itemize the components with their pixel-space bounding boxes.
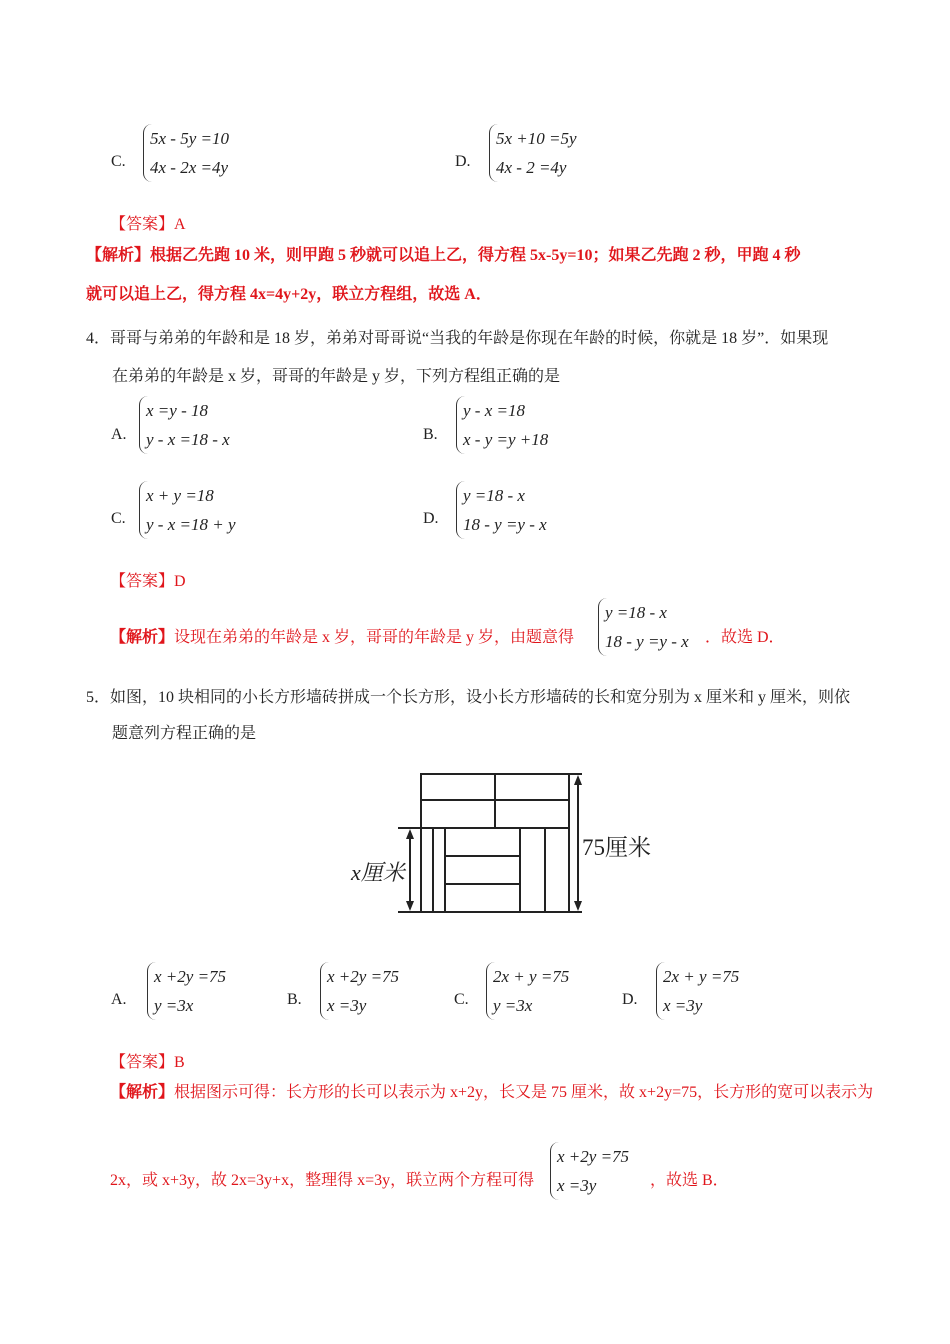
label-x-cm: x厘米: [351, 860, 405, 885]
arrow-up-icon: [574, 775, 582, 785]
q5-analysis-line2: 2x，或 x+3y，故 2x=3y+x，整理得 x=3y，联立两个方程可得: [110, 1172, 535, 1189]
q5-option-a-label: A.: [111, 991, 127, 1008]
q3-option-d-eq1: 5x +10 =5y: [496, 129, 577, 148]
q5-option-c-eq2: y =3x: [493, 996, 533, 1015]
arrow-down-icon: [574, 901, 582, 911]
q5-option-b-eq2: x =3y: [327, 996, 367, 1015]
q3-option-c-system: [143, 124, 229, 182]
q4-option-c-eq2: y - x =18 + y: [146, 515, 236, 534]
q4-analysis-end: ．故选 D．: [705, 629, 785, 646]
q3-option-d-label: D.: [455, 153, 471, 170]
q5-option-b-eq1: x +2y =75: [327, 967, 400, 986]
brick-wall-figure: [350, 765, 670, 940]
arrow-up-icon: [406, 829, 414, 839]
q4-question-line2: 在弟弟的年龄是 x 岁，哥哥的年龄是 y 岁，下列方程组正确的是: [112, 368, 561, 385]
q5-option-a-eq2: y =3x: [154, 996, 194, 1015]
q4-option-a-system: [139, 396, 230, 454]
q4-analysis-system: [598, 598, 689, 656]
q5-option-a-system: [147, 962, 226, 1020]
q5-option-a-eq1: x +2y =75: [154, 967, 227, 986]
q5-analysis-text1: 根据图示可得：长方形的长可以表示为 x+2y，长又是 75 厘米，故 x+2y=75，长方形的宽可以表示为: [174, 1084, 874, 1101]
q4-analysis-text: 设现在弟弟的年龄是 x 岁，哥哥的年龄是 y 岁，由题意得: [174, 629, 575, 646]
q4-option-a-label: A.: [111, 426, 127, 443]
q4-option-c-label: C.: [111, 510, 126, 527]
q4-option-b-eq1: y - x =18: [463, 401, 525, 420]
q5-option-d-label: D.: [622, 991, 638, 1008]
q4-option-c-eq1: x + y =18: [146, 486, 214, 505]
q3-option-c-eq2: 4x - 2x =4y: [150, 158, 229, 177]
lower-region: [421, 828, 569, 912]
q5-analysis-eq1: x +2y =75: [557, 1147, 630, 1166]
q5-option-c-system: [486, 962, 569, 1020]
q4-option-c-system: [139, 481, 236, 539]
q3-option-c-label: C.: [111, 153, 126, 170]
q4-option-a-eq1: x =y - 18: [146, 401, 208, 420]
q5-option-c-eq1: 2x + y =75: [493, 967, 570, 986]
q5-analysis-end: ，故选 B．: [650, 1172, 729, 1189]
q4-option-d-label: D.: [423, 510, 439, 527]
q4-option-b-eq2: x - y =y +18: [463, 430, 549, 449]
q5-analysis-system: [550, 1142, 629, 1200]
q4-option-d-eq2: 18 - y =y - x: [463, 515, 547, 534]
q5-option-b-label: B.: [287, 991, 302, 1008]
q5-analysis-line1: [110, 1083, 873, 1103]
q4-analysis-eq2: 18 - y =y - x: [605, 632, 689, 651]
q4-answer: 【答案】D: [110, 573, 186, 590]
q3-option-d-system: [489, 124, 577, 182]
q5-question-line1: 5．如图，10 块相同的小长方形墙砖拼成一个长方形，设小长方形墙砖的长和宽分别为 x 厘米和 y 厘米，则依: [86, 689, 851, 706]
q5-option-d-eq2: x =3y: [663, 996, 703, 1015]
q3-option-c-eq1: 5x - 5y =10: [150, 129, 229, 148]
q3-analysis-line2: 就可以追上乙，得方程 4x=4y+2y，联立方程组，故选 A．: [86, 286, 492, 303]
q3-analysis-tag: 【解析】: [86, 247, 151, 264]
q5-analysis-tag: 【解析】: [110, 1084, 175, 1101]
q4-option-a-eq2: y - x =18 - x: [146, 430, 230, 449]
q5-question-line2: 题意列方程正确的是: [112, 725, 257, 742]
q4-question-line1: 4．哥哥与弟弟的年龄和是 18 岁，弟弟对哥哥说“当我的年龄是你现在年龄的时候，你就是 18 岁”．如果现: [86, 330, 829, 347]
q4-option-b-label: B.: [423, 426, 438, 443]
q4-analysis-tag: 【解析】: [110, 629, 175, 646]
q4-analysis: [110, 628, 574, 648]
q3-analysis-line1: [86, 246, 800, 266]
q3-option-d-eq2: 4x - 2 =4y: [496, 158, 567, 177]
q5-answer: 【答案】B: [110, 1054, 185, 1071]
arrow-down-icon: [406, 901, 414, 911]
label-75cm: 75厘米: [582, 835, 651, 860]
q5-option-c-label: C.: [454, 991, 469, 1008]
q4-option-d-system: [456, 481, 547, 539]
q5-option-b-system: [320, 962, 399, 1020]
q3-answer: 【答案】A: [110, 216, 186, 233]
q4-analysis-eq1: y =18 - x: [605, 603, 667, 622]
q5-option-d-eq1: 2x + y =75: [663, 967, 740, 986]
q5-analysis-eq2: x =3y: [557, 1176, 597, 1195]
q5-option-d-system: [656, 962, 739, 1020]
q4-option-b-system: [456, 396, 548, 454]
q3-analysis-text1: 根据乙先跑 10 米，则甲跑 5 秒就可以追上乙，得方程 5x-5y=10；如果乙先跑 2 秒，甲跑 4 秒: [150, 247, 801, 264]
q4-option-d-eq1: y =18 - x: [463, 486, 525, 505]
